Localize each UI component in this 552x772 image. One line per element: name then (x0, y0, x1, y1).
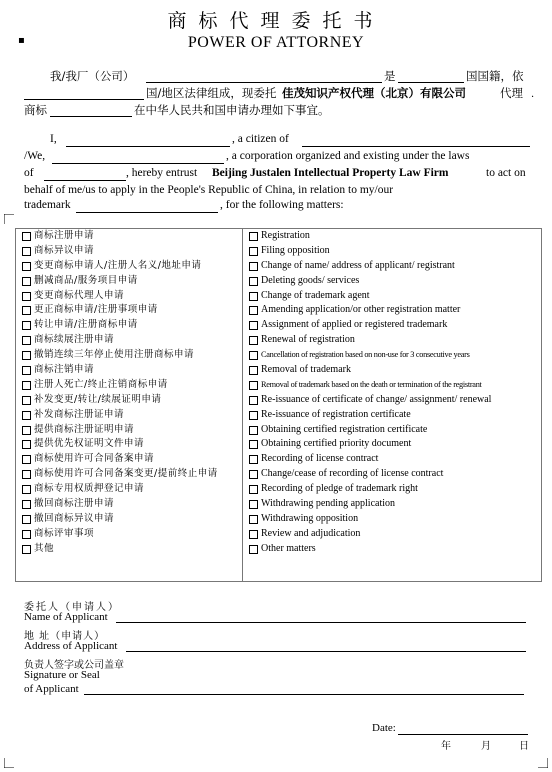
checkbox-icon[interactable] (249, 396, 258, 405)
checkbox-icon[interactable] (22, 262, 31, 271)
matter-item-en[interactable]: Recording of pledge of trademark right (249, 482, 491, 497)
matter-item-cn[interactable]: 商标注销申请 (22, 363, 218, 378)
en-i-label: I, (50, 133, 57, 145)
corner-mark (538, 758, 548, 768)
checkbox-icon[interactable] (22, 545, 31, 554)
checkbox-icon[interactable] (22, 515, 31, 524)
corner-mark (4, 758, 14, 768)
date-month-label: 月 (481, 741, 491, 752)
title-chinese: 商标代理委托书 (167, 10, 385, 32)
checkbox-icon[interactable] (249, 277, 258, 286)
checkbox-icon[interactable] (22, 306, 31, 315)
en-behalf-line: behalf of me/us to apply in the People's Republic of China, in relation to my/our (24, 184, 394, 196)
checkbox-icon[interactable] (22, 455, 31, 464)
checkbox-icon[interactable] (249, 455, 258, 464)
cn-is-label: 是 (384, 69, 396, 83)
matter-item-en[interactable]: Change of trademark agent (249, 289, 491, 304)
en-agent-firm: Beijing Justalen Intellectual Property Law Firm (212, 167, 449, 179)
matter-item-cn[interactable]: 转让申请/注册商标申请 (22, 318, 218, 333)
applicant-address-label-en: Address of Applicant (24, 640, 118, 652)
matter-item-cn[interactable]: 提供优先权证明文件申请 (22, 437, 218, 452)
matter-item-en[interactable]: Other matters (249, 542, 491, 557)
matter-item-en[interactable]: Filing opposition (249, 244, 491, 259)
matters-list-chinese (22, 229, 218, 557)
checkbox-icon[interactable] (249, 381, 258, 390)
en-corporation-field[interactable] (52, 163, 224, 164)
matter-item-cn[interactable]: 注册人死亡/终止注销商标申请 (22, 378, 218, 393)
matters-list-english (249, 229, 491, 557)
checkbox-icon[interactable] (22, 247, 31, 256)
matter-item-en[interactable]: Amending application/or other registration matter (249, 303, 491, 318)
en-to-act: to act on (486, 167, 526, 179)
checkbox-icon[interactable] (22, 426, 31, 435)
checkbox-icon[interactable] (249, 470, 258, 479)
checkbox-icon[interactable] (249, 545, 258, 554)
signature-label-en-2: of Applicant (24, 683, 79, 695)
en-country-field[interactable] (44, 180, 126, 181)
en-trademark-label: trademark (24, 199, 71, 211)
en-following-text: , for the following matters: (220, 199, 344, 211)
matter-item-en[interactable]: Re-issuance of certificate of change/ assignment/ renewal (249, 393, 491, 408)
date-day-label: 日 (519, 741, 529, 752)
checkbox-icon[interactable] (22, 381, 31, 390)
checkbox-icon[interactable] (249, 515, 258, 524)
margin-dot: · (531, 92, 535, 103)
matter-item-en[interactable]: Renewal of registration (249, 333, 491, 348)
matter-item-cn[interactable]: 更正商标申请/注册事项申请 (22, 303, 218, 318)
checkbox-icon[interactable] (249, 262, 258, 271)
signature-label-cn: 负责人签字或公司盖章 (24, 660, 124, 671)
signature-field[interactable] (84, 694, 524, 695)
applicant-name-label-en: Name of Applicant (24, 611, 108, 623)
date-field[interactable] (398, 734, 528, 735)
matters-table-divider (242, 228, 243, 582)
matter-item-en[interactable]: Registration (249, 229, 491, 244)
checkbox-icon[interactable] (22, 396, 31, 405)
matter-item-en[interactable]: Obtaining certified registration certificate (249, 423, 491, 438)
matter-item-cn[interactable]: 撤回商标注册申请 (22, 497, 218, 512)
date-label: Date: (372, 722, 396, 734)
checkbox-icon[interactable] (22, 351, 31, 360)
matter-item-cn[interactable]: 撤销连续三年停止使用注册商标申请 (22, 348, 218, 363)
matter-item-cn[interactable]: 撤回商标异议申请 (22, 512, 218, 527)
matter-item-en[interactable]: Recording of license contract (249, 452, 491, 467)
matter-item-en[interactable]: Withdrawing pending application (249, 497, 491, 512)
matter-item-en[interactable]: Removal of trademark (249, 363, 491, 378)
matter-item-cn[interactable]: 变更商标代理人申请 (22, 289, 218, 304)
checkbox-icon[interactable] (22, 485, 31, 494)
checkbox-icon[interactable] (249, 530, 258, 539)
matter-item-en[interactable]: Deleting goods/ services (249, 274, 491, 289)
en-citizen-label: , a citizen of (232, 133, 289, 145)
matter-item-cn[interactable]: 提供商标注册证明申请 (22, 423, 218, 438)
matter-item-cn[interactable]: 商标续展注册申请 (22, 333, 218, 348)
cn-trademark-field[interactable] (50, 116, 132, 117)
date-year-label: 年 (441, 741, 451, 752)
matter-item-en[interactable]: Removal of trademark based on the death or termination of the registrant (249, 378, 491, 393)
checkbox-icon[interactable] (249, 440, 258, 449)
en-name-field[interactable] (66, 146, 230, 147)
checkbox-icon[interactable] (249, 366, 258, 375)
checkbox-icon[interactable] (249, 321, 258, 330)
checkbox-icon[interactable] (22, 366, 31, 375)
matter-item-cn[interactable]: 补发变更/转让/续展证明申请 (22, 393, 218, 408)
checkbox-icon[interactable] (22, 321, 31, 330)
checkbox-icon[interactable] (249, 411, 258, 420)
matter-item-en[interactable]: Obtaining certified priority document (249, 437, 491, 452)
checkbox-icon[interactable] (249, 426, 258, 435)
applicant-name-label-cn: 委托人（申请人） (24, 602, 120, 613)
checkbox-icon[interactable] (249, 306, 258, 315)
matter-item-cn[interactable]: 补发商标注册证申请 (22, 408, 218, 423)
checkbox-icon[interactable] (22, 500, 31, 509)
matter-item-cn[interactable]: 商标使用许可合同备案变更/提前终止申请 (22, 467, 218, 482)
cn-country-law-field[interactable] (24, 99, 144, 100)
matter-item-en[interactable]: Review and adjudication (249, 527, 491, 542)
matter-item-cn[interactable]: 其他 (22, 542, 218, 557)
checkbox-icon[interactable] (249, 351, 258, 360)
checkbox-icon[interactable] (249, 500, 258, 509)
applicant-address-field[interactable] (126, 651, 526, 652)
checkbox-icon[interactable] (22, 292, 31, 301)
cn-nationality-field[interactable] (398, 82, 464, 83)
cn-principal-label: 我/我厂（公司） (50, 69, 135, 83)
signature-label-en: Signature or Seal (24, 669, 100, 681)
checkbox-icon[interactable] (22, 440, 31, 449)
cn-principal-name-field[interactable] (146, 82, 382, 83)
en-citizenship-field[interactable] (302, 146, 530, 147)
checkbox-icon[interactable] (22, 411, 31, 420)
checkbox-icon[interactable] (249, 232, 258, 241)
cn-agent-label: 代理 (500, 86, 523, 100)
cn-agent-firm: 佳茂知识产权代理（北京）有限公司 (282, 86, 466, 100)
matter-item-cn[interactable]: 变更商标申请人/注册人名义/地址申请 (22, 259, 218, 274)
checkbox-icon[interactable] (22, 277, 31, 286)
en-of-label: of (24, 167, 34, 179)
matter-item-cn[interactable]: 商标异议申请 (22, 244, 218, 259)
cn-apply-text: 在中华人民共和国申请办理如下事宜。 (134, 103, 330, 117)
matter-item-en[interactable]: Cancellation of registration based on non-use for 3 consecutive years (249, 348, 491, 363)
checkbox-icon[interactable] (249, 485, 258, 494)
en-trademark-field[interactable] (76, 212, 218, 213)
cn-trademark-label: 商标 (24, 103, 47, 117)
matter-item-en[interactable]: Assignment of applied or registered trademark (249, 318, 491, 333)
en-entrust-text: , hereby entrust (126, 167, 198, 179)
checkbox-icon[interactable] (22, 336, 31, 345)
matter-item-en[interactable]: Change of name/ address of applicant/ registrant (249, 259, 491, 274)
cn-nationality-label: 国国籍，依 (466, 69, 524, 83)
checkbox-icon[interactable] (249, 247, 258, 256)
matter-item-cn[interactable]: 删减商品/服务项目申请 (22, 274, 218, 289)
applicant-address-label-cn: 地 址（申请人） (24, 631, 106, 642)
en-corp-text: , a corporation organized and existing under the laws (226, 150, 470, 162)
cn-law-label: 国/地区法律组成，现委托 (146, 86, 277, 100)
matter-item-cn[interactable]: 商标使用许可合同备案申请 (22, 452, 218, 467)
checkbox-icon[interactable] (249, 336, 258, 345)
checkbox-icon[interactable] (249, 292, 258, 301)
matter-item-cn[interactable]: 商标注册申请 (22, 229, 218, 244)
matter-item-cn[interactable]: 商标专用权质押登记申请 (22, 482, 218, 497)
checkbox-icon[interactable] (22, 470, 31, 479)
corner-mark (4, 214, 14, 224)
matter-item-en[interactable]: Re-issuance of registration certificate (249, 408, 491, 423)
applicant-name-field[interactable] (116, 622, 526, 623)
margin-dot: ▪ (18, 35, 25, 46)
checkbox-icon[interactable] (22, 232, 31, 241)
matter-item-en[interactable]: Change/cease of recording of license contract (249, 467, 491, 482)
matter-item-cn[interactable]: 商标评审事项 (22, 527, 218, 542)
en-we-label: /We, (24, 150, 46, 162)
checkbox-icon[interactable] (22, 530, 31, 539)
title-english: POWER OF ATTORNEY (187, 34, 365, 51)
matter-item-en[interactable]: Withdrawing opposition (249, 512, 491, 527)
